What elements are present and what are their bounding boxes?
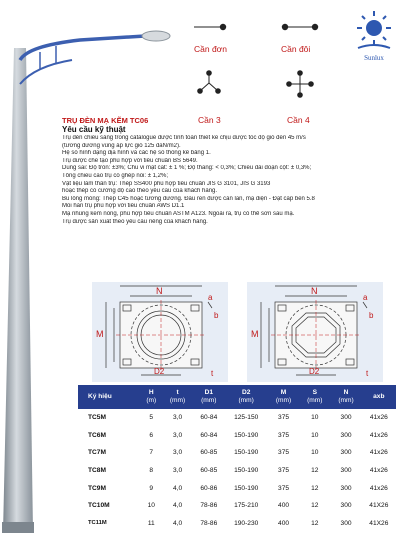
column-header-unit: (mm) [338, 397, 354, 404]
requirement-line: Tổng chiều cao trụ có ghép nối: ± 1,2%; [62, 172, 169, 179]
table-cell-model: TC8M [88, 467, 106, 475]
table-cell-model: TC10M [88, 502, 110, 510]
sun-logo-icon [352, 8, 396, 54]
arm-type-label-quad: Cần 4 [287, 115, 310, 125]
table-cell: 175-210 [234, 502, 259, 510]
table-cell: 41x26 [369, 467, 388, 475]
column-header-main: N [343, 389, 349, 397]
table-cell: 375 [278, 449, 290, 457]
dimension-N: N [311, 286, 318, 296]
table-cell: 4,0 [172, 519, 183, 527]
table-row [78, 515, 396, 533]
arm-type-label-triple: Cần 3 [198, 115, 221, 125]
base-plate-drawing-octagon [245, 282, 385, 382]
arm-type-label-double: Cần đôi [281, 44, 311, 54]
table-cell: 125-150 [234, 414, 259, 422]
table-cell: 3,0 [172, 449, 183, 457]
table-cell-model: TC11M [88, 520, 107, 527]
table-cell-model: TC7M [88, 449, 106, 457]
dimension-M: M [251, 329, 259, 339]
table-cell: 300 [340, 519, 352, 527]
dimension-a: a [363, 293, 368, 302]
triple-arm-icon [196, 70, 222, 96]
column-header [193, 385, 224, 409]
table-cell: 41x26 [369, 484, 388, 492]
table-cell: 78-86 [200, 519, 218, 527]
table-cell: 400 [278, 502, 290, 510]
table-cell-model: TC5M [88, 414, 106, 422]
table-cell: 300 [340, 502, 352, 510]
column-header [299, 385, 330, 409]
requirement-line: Dung sai: Độ tròn: ±3%; Chu vi mặt cắt: ± 1 %; Độ thẳng: < 0,3%; Chiều dài đoạn cột: ± 0,3%; [62, 165, 312, 172]
table-cell: 41X26 [369, 519, 389, 527]
sunlux-logo [352, 8, 396, 66]
table-cell: 5 [149, 414, 154, 422]
dimension-D2: D2 [309, 367, 320, 376]
table-cell: 9 [149, 484, 154, 492]
table-cell: 41X26 [369, 502, 389, 510]
column-header-unit: (mm) [169, 397, 186, 404]
requirement-line: Hệ số hình dạng địa hình và các hệ số thống kê bảng 1. [62, 150, 211, 157]
arm-type-label-single: Cần đơn [194, 44, 227, 54]
column-header [162, 385, 193, 409]
table-cell-model: TC9M [88, 484, 106, 492]
page-title: TRỤ ĐÈN MẠ KẼM TC06 [62, 116, 149, 125]
table-cell: 190-230 [234, 519, 259, 527]
single-arm-icon [192, 22, 228, 32]
specifications-table [78, 385, 396, 532]
requirement-line: Trụ được sản xuất theo yêu cầu riêng của khách hàng. [62, 218, 208, 225]
table-cell: 8 [149, 467, 154, 475]
column-header [78, 385, 141, 409]
table-row [78, 427, 396, 445]
pole-arm [20, 36, 145, 60]
column-header-main: Ký hiệu [88, 393, 112, 401]
lamp-head [142, 31, 170, 41]
requirement-line: Bu lông móng: Thép C45 hoặc tương đương. Đầu ren được cán lăn, mạ điện - Đạt cấp bền 5.8 [62, 195, 315, 202]
table-cell: 375 [278, 467, 290, 475]
table-cell: 11 [147, 519, 155, 527]
table-cell: 6 [149, 431, 154, 439]
column-header-unit: (mm) [201, 397, 217, 404]
table-cell: 10 [311, 431, 319, 439]
dimension-t: t [211, 369, 214, 378]
requirements-text [62, 135, 362, 226]
table-cell: 300 [340, 467, 352, 475]
column-header-main: D1 [204, 389, 214, 397]
table-row [78, 462, 396, 480]
table-cell: 60-84 [200, 431, 218, 439]
table-cell: 300 [340, 484, 352, 492]
column-header-unit: (m) [146, 397, 157, 404]
pole-shaft [3, 48, 33, 533]
table-cell: 400 [278, 519, 290, 527]
table-row [78, 497, 396, 515]
dimension-N: N [156, 286, 163, 296]
requirement-line: Trụ được chế tạo phù hợp với tiêu chuẩn BS 5649. [62, 157, 198, 164]
table-cell: 3,0 [172, 431, 183, 439]
table-cell: 150-190 [234, 484, 259, 492]
logo-text: Sunlux [364, 54, 384, 62]
table-cell: 3,0 [172, 467, 183, 475]
quad-arm-icon [286, 70, 314, 98]
dimension-t: t [366, 369, 369, 378]
table-cell: 60-85 [200, 449, 218, 457]
table-row [78, 444, 396, 462]
requirement-line: Trụ đèn chiếu sáng trong catalogue được tính toán thiết kế chịu được tốc độ gió đến 45 m/s [62, 135, 306, 141]
requirement-line: Vật liệu làm thân trụ: Thép SS400 phù hợp tiêu chuẩn JIS G 3101, JIS G 3193 [62, 180, 271, 187]
table-cell: 300 [340, 449, 352, 457]
dimension-b: b [369, 311, 374, 320]
table-header-row [78, 385, 396, 409]
column-header-unit: (mm) [238, 397, 254, 404]
table-cell: 41x26 [369, 414, 388, 422]
table-cell: 375 [278, 431, 290, 439]
column-header-main: t [176, 389, 179, 397]
table-row [78, 479, 396, 497]
table-cell: 60-85 [200, 467, 218, 475]
column-header-main: S [312, 389, 317, 397]
table-cell: 150-190 [234, 431, 259, 439]
table-cell: 41x26 [369, 449, 388, 457]
dimension-b: b [214, 311, 219, 320]
table-cell-model: TC6M [88, 431, 106, 439]
table-cell: 78-86 [200, 502, 218, 510]
requirement-line: (tương đương vùng áp lực gió 125 daN/m2). [62, 142, 181, 149]
table-cell: 3,0 [172, 414, 183, 422]
base-plate-drawing-round [90, 282, 230, 382]
table-cell: 12 [311, 502, 319, 510]
column-header [268, 385, 299, 409]
table-cell: 60-86 [200, 484, 218, 492]
column-header [362, 385, 396, 409]
table-cell: 60-84 [200, 414, 218, 422]
column-header-main: axb [373, 393, 385, 401]
double-arm-icon [280, 22, 320, 32]
table-cell: 10 [311, 449, 319, 457]
table-cell: 300 [340, 414, 352, 422]
table-cell: 12 [311, 519, 319, 527]
table-cell: 375 [278, 484, 290, 492]
requirement-line: hoặc thép có cường độ cao theo yêu cầu của khách hàng. [62, 188, 218, 195]
column-header [330, 385, 361, 409]
dimension-a: a [208, 293, 213, 302]
table-cell: 12 [311, 484, 319, 492]
table-cell: 7 [149, 449, 154, 457]
requirement-line: Mối hàn trụ phù hợp với tiêu chuẩn AWS D1.1 [62, 203, 185, 210]
column-header [224, 385, 267, 409]
table-cell: 4,0 [172, 484, 183, 492]
table-cell: 150-190 [234, 467, 259, 475]
column-header-main: H [148, 389, 154, 397]
table-cell: 10 [311, 414, 319, 422]
column-header-main: D2 [241, 389, 251, 397]
column-header-unit: (mm) [275, 397, 292, 404]
table-cell: 41x26 [369, 431, 388, 439]
table-row [78, 409, 396, 427]
column-header-unit: (mm) [307, 397, 323, 404]
table-cell: 150-190 [234, 449, 259, 457]
table-cell: 10 [147, 502, 155, 510]
table-cell: 300 [340, 431, 352, 439]
table-cell: 12 [311, 467, 319, 475]
column-header-main: M [280, 389, 287, 397]
column-header [141, 385, 162, 409]
table-cell: 4,0 [172, 502, 183, 510]
table-cell: 375 [278, 414, 290, 422]
section-subtitle: Yêu cầu kỹ thuật [62, 125, 126, 134]
requirement-line: Mạ nhúng kẽm nóng, phù hợp tiêu chuẩn ASTM A123. Ngoài ra, trụ có thể sơn sau mạ. [62, 210, 295, 217]
dimension-M: M [96, 329, 104, 339]
dimension-D2: D2 [154, 367, 165, 376]
